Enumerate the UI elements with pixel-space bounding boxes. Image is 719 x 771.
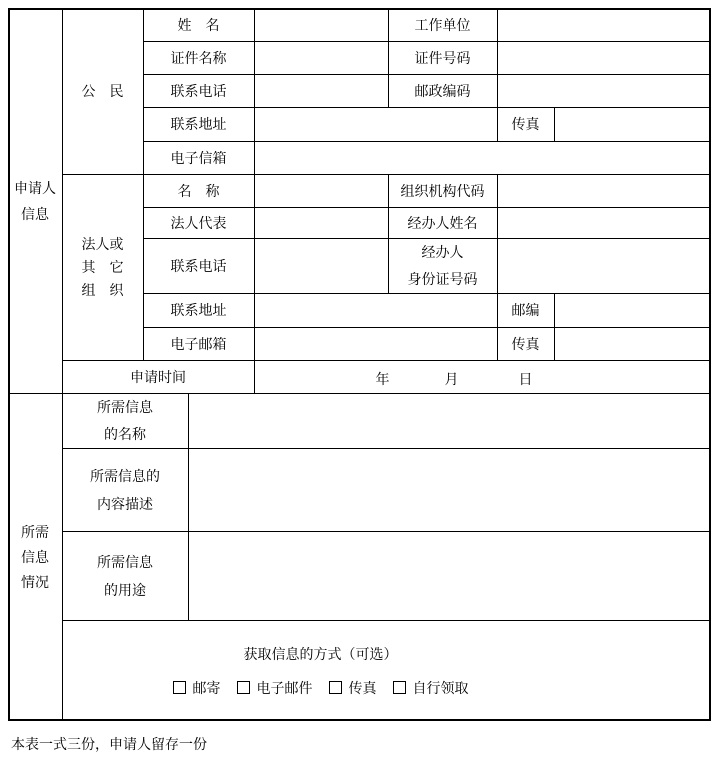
- citizen-phone-input[interactable]: [254, 74, 388, 107]
- citizen-name-input[interactable]: [254, 8, 388, 41]
- org-code-input[interactable]: [497, 174, 711, 207]
- org-fax-label: 传真: [511, 335, 540, 352]
- required-desc-label-line: 所需信息的: [90, 467, 160, 484]
- apply-time-label: 申请时间: [130, 368, 186, 385]
- org-legalrep-label: 法人代表: [170, 214, 227, 231]
- required-section-label-line: 情况: [21, 573, 49, 590]
- citizen-address-input[interactable]: [254, 107, 497, 141]
- org-agentname-input[interactable]: [497, 207, 711, 238]
- required-section-label-line: 信息: [21, 548, 49, 565]
- required-purpose-label-line: 所需信息: [97, 553, 153, 570]
- citizen-workunit-label: 工作单位: [414, 16, 471, 33]
- org-address-input[interactable]: [254, 293, 497, 327]
- org-postal-input[interactable]: [554, 293, 711, 327]
- footer-note: 本表一式三份，申请人留存一份: [11, 736, 207, 752]
- citizen-group-label: 公 民: [81, 83, 124, 99]
- delivery-option-label: 传真: [348, 679, 377, 696]
- required-purpose-label: [62, 531, 188, 620]
- org-group-label-line: 其 它: [81, 258, 124, 275]
- delivery-option-email[interactable]: [237, 678, 313, 698]
- citizen-workunit-input[interactable]: [497, 8, 711, 41]
- required-section-label-line: 所需: [21, 523, 49, 540]
- year-label: 年: [375, 371, 390, 387]
- citizen-postal-input[interactable]: [497, 74, 711, 107]
- org-agentid-label-line: 经办人: [421, 243, 464, 260]
- org-name-input[interactable]: [254, 174, 388, 207]
- org-phone-input[interactable]: [254, 238, 388, 293]
- org-agentid-input[interactable]: [497, 238, 711, 293]
- checkbox-icon[interactable]: [237, 681, 250, 694]
- org-phone-label: 联系电话: [170, 257, 227, 274]
- citizen-address-label: 联系地址: [170, 116, 227, 132]
- required-desc-input[interactable]: [188, 448, 711, 531]
- checkbox-icon[interactable]: [173, 681, 186, 694]
- citizen-idnumber-input[interactable]: [497, 41, 711, 74]
- org-agentid-label: [388, 238, 497, 293]
- org-agentname-label: 经办人姓名: [407, 214, 478, 231]
- delivery-option-label: 自行领取: [412, 679, 469, 696]
- delivery-method-cell: [62, 620, 711, 721]
- required-name-input[interactable]: [188, 393, 711, 448]
- citizen-postal-label: 邮政编码: [414, 82, 471, 99]
- delivery-options: [173, 678, 469, 698]
- delivery-option-label: 邮寄: [192, 679, 221, 696]
- org-name-label: 名 称: [177, 182, 220, 199]
- delivery-title: 获取信息的方式（可选）: [243, 645, 398, 662]
- applicant-section-label-line: 信息: [21, 205, 49, 222]
- citizen-idnumber-label: 证件号码: [414, 49, 471, 66]
- day-label: 日: [518, 371, 533, 387]
- citizen-name-label: 姓 名: [177, 16, 220, 33]
- citizen-email-input[interactable]: [254, 141, 711, 174]
- org-email-input[interactable]: [254, 327, 497, 360]
- org-group-label: [62, 174, 143, 360]
- citizen-fax-label: 传真: [511, 116, 540, 132]
- apply-date-input[interactable]: [254, 360, 711, 393]
- org-address-label: 联系地址: [170, 302, 227, 318]
- citizen-phone-label: 联系电话: [170, 82, 227, 99]
- org-agentid-label-line: 身份证号码: [407, 270, 478, 287]
- delivery-option-fax[interactable]: [329, 678, 377, 698]
- required-name-label-line: 所需信息: [97, 398, 153, 415]
- applicant-section-label-line: 申请人: [14, 179, 56, 196]
- org-group-label-line: 组 织: [81, 281, 124, 298]
- required-purpose-label-line: 的用途: [104, 581, 146, 598]
- required-section-label: [8, 393, 62, 721]
- org-fax-input[interactable]: [554, 327, 711, 360]
- org-legalrep-input[interactable]: [254, 207, 388, 238]
- required-desc-label: [62, 448, 188, 531]
- citizen-email-label: 电子信箱: [170, 149, 227, 166]
- delivery-option-mail[interactable]: [173, 678, 221, 698]
- required-name-label-line: 的名称: [104, 425, 146, 442]
- delivery-option-label: 电子邮件: [256, 679, 313, 696]
- org-group-label-line: 法人或: [81, 235, 124, 252]
- citizen-idtype-label: 证件名称: [170, 49, 227, 66]
- checkbox-icon[interactable]: [329, 681, 342, 694]
- required-desc-label-line: 内容描述: [97, 495, 153, 512]
- org-email-label: 电子邮箱: [170, 335, 227, 352]
- applicant-section-label: [8, 8, 62, 393]
- checkbox-icon[interactable]: [393, 681, 406, 694]
- org-postal-label: 邮编: [511, 302, 540, 318]
- required-name-label: [62, 393, 188, 448]
- delivery-option-pickup[interactable]: [393, 678, 469, 698]
- required-purpose-input[interactable]: [188, 531, 711, 620]
- citizen-idtype-input[interactable]: [254, 41, 388, 74]
- month-label: 月: [444, 371, 459, 387]
- citizen-fax-input[interactable]: [554, 107, 711, 141]
- org-code-label: 组织机构代码: [400, 182, 485, 199]
